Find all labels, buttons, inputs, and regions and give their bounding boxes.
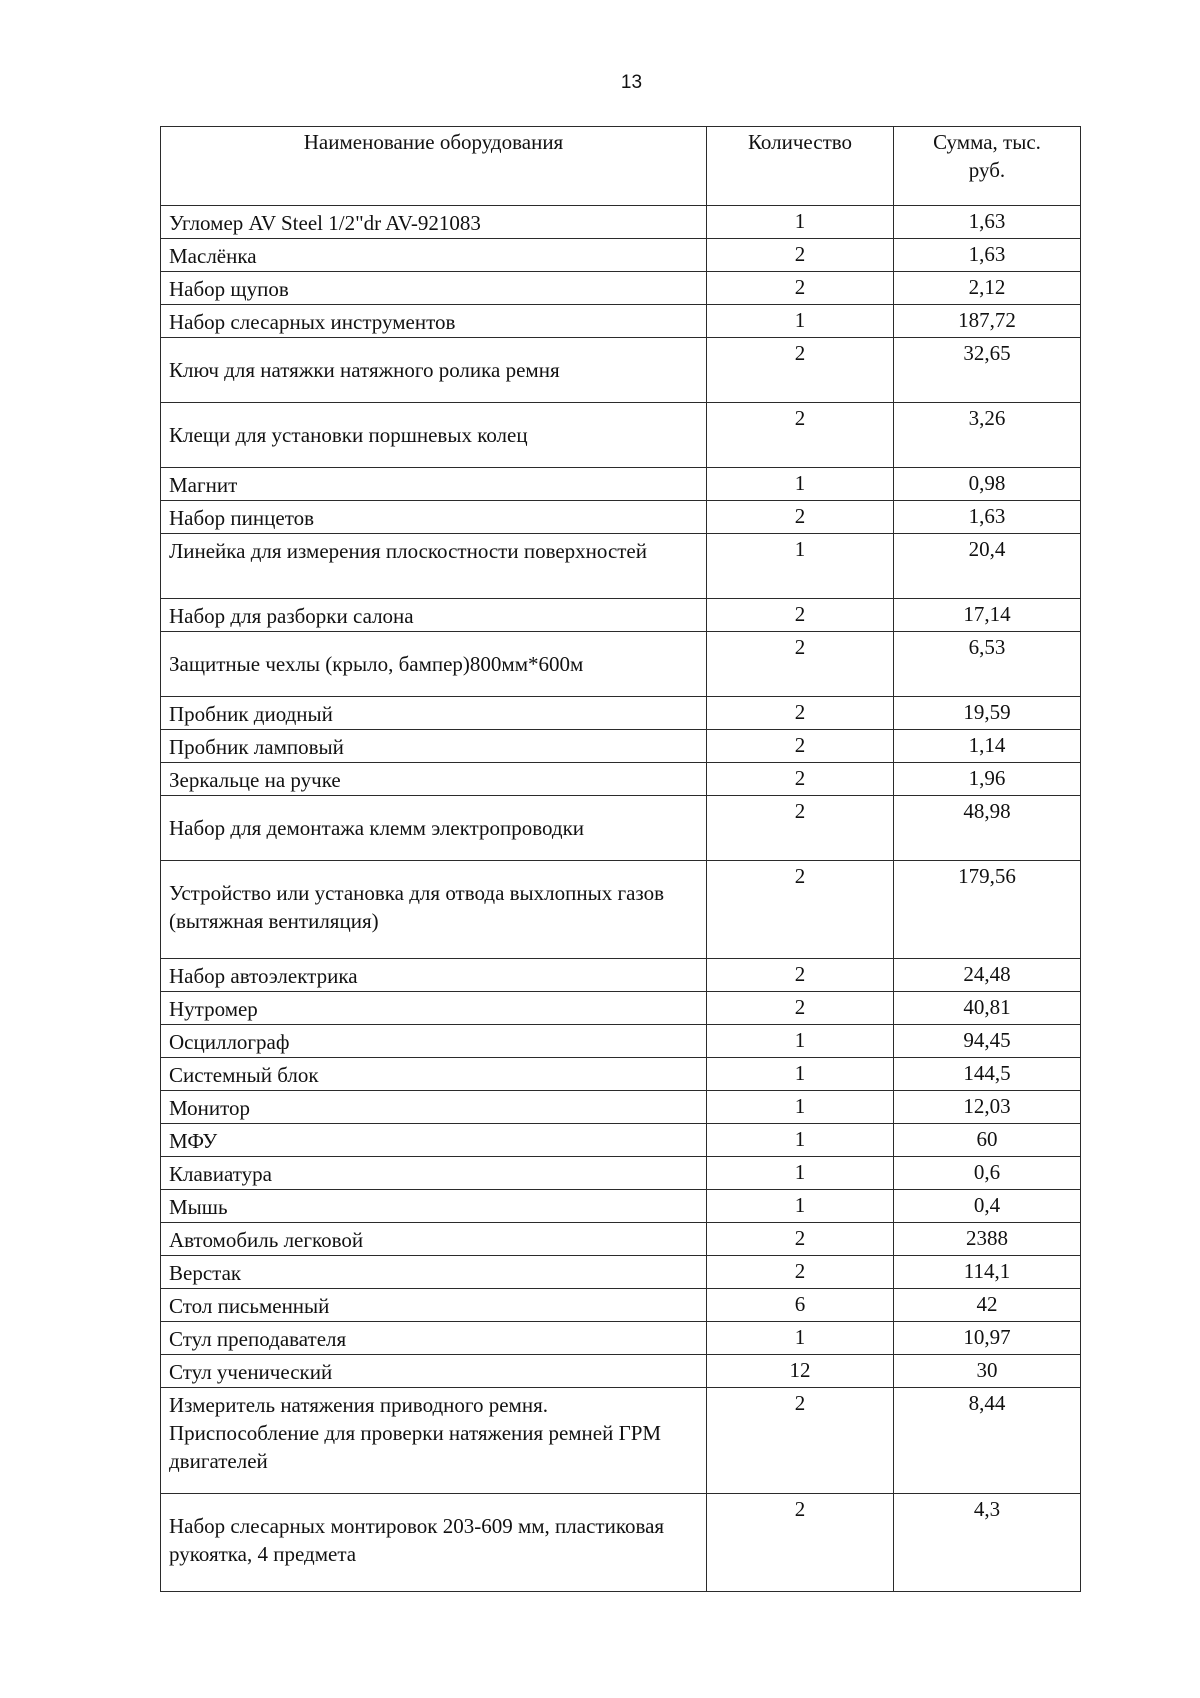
item-sum: 17,14 <box>894 599 1081 632</box>
item-quantity: 1 <box>707 1091 894 1124</box>
item-sum: 0,6 <box>894 1157 1081 1190</box>
table-row <box>161 1124 1081 1157</box>
item-quantity: 2 <box>707 1494 894 1592</box>
item-name: Угломер AV Steel 1/2"dr AV-921083 <box>161 206 707 239</box>
item-name: Стол письменный <box>161 1289 707 1322</box>
item-quantity: 2 <box>707 239 894 272</box>
item-quantity: 2 <box>707 861 894 959</box>
item-sum: 1,63 <box>894 239 1081 272</box>
table-row <box>161 1058 1081 1091</box>
item-name: Системный блок <box>161 1058 707 1091</box>
item-name: Набор автоэлектрика <box>161 959 707 992</box>
table-row <box>161 1190 1081 1223</box>
table-row <box>161 1157 1081 1190</box>
item-sum: 179,56 <box>894 861 1081 959</box>
table-row <box>161 1322 1081 1355</box>
item-sum: 1,63 <box>894 501 1081 534</box>
equipment-table <box>160 126 1081 1592</box>
table-row <box>161 599 1081 632</box>
item-name: Ключ для натяжки натяжного ролика ремня <box>161 338 707 403</box>
item-sum: 94,45 <box>894 1025 1081 1058</box>
item-quantity: 1 <box>707 1322 894 1355</box>
item-name: Стул ученический <box>161 1355 707 1388</box>
item-quantity: 2 <box>707 992 894 1025</box>
item-sum: 40,81 <box>894 992 1081 1025</box>
item-name: МФУ <box>161 1124 707 1157</box>
item-name: Набор пинцетов <box>161 501 707 534</box>
table-row <box>161 1223 1081 1256</box>
item-name: Клещи для установки поршневых колец <box>161 403 707 468</box>
item-sum: 1,63 <box>894 206 1081 239</box>
item-quantity: 2 <box>707 1223 894 1256</box>
item-sum: 114,1 <box>894 1256 1081 1289</box>
table-row <box>161 305 1081 338</box>
item-sum: 0,4 <box>894 1190 1081 1223</box>
item-quantity: 2 <box>707 1256 894 1289</box>
item-sum: 0,98 <box>894 468 1081 501</box>
table-row <box>161 730 1081 763</box>
table-row <box>161 468 1081 501</box>
table-row <box>161 1289 1081 1322</box>
item-name: Пробник ламповый <box>161 730 707 763</box>
table-row <box>161 272 1081 305</box>
item-quantity: 2 <box>707 599 894 632</box>
item-sum: 3,26 <box>894 403 1081 468</box>
item-name: Набор щупов <box>161 272 707 305</box>
table-row <box>161 1494 1081 1592</box>
item-name: Мышь <box>161 1190 707 1223</box>
item-quantity: 2 <box>707 1388 894 1494</box>
item-quantity: 1 <box>707 1025 894 1058</box>
item-quantity: 2 <box>707 697 894 730</box>
table-row <box>161 206 1081 239</box>
table-row <box>161 501 1081 534</box>
item-sum: 6,53 <box>894 632 1081 697</box>
header-sum-label: Сумма, тыс. руб. <box>933 130 1041 182</box>
item-quantity: 1 <box>707 468 894 501</box>
item-name: Клавиатура <box>161 1157 707 1190</box>
item-name: Набор слесарных инструментов <box>161 305 707 338</box>
item-sum: 32,65 <box>894 338 1081 403</box>
item-name: Пробник диодный <box>161 697 707 730</box>
item-name: Защитные чехлы (крыло, бампер)800мм*600м <box>161 632 707 697</box>
item-sum: 48,98 <box>894 796 1081 861</box>
item-sum: 10,97 <box>894 1322 1081 1355</box>
table-row <box>161 959 1081 992</box>
header-quantity: Количество <box>707 127 894 206</box>
table-row <box>161 534 1081 599</box>
item-name: Набор слесарных монтировок 203-609 мм, пластиковая рукоятка, 4 предмета <box>161 1494 707 1592</box>
table-row <box>161 1388 1081 1494</box>
item-quantity: 2 <box>707 730 894 763</box>
item-sum: 12,03 <box>894 1091 1081 1124</box>
item-name: Маслёнка <box>161 239 707 272</box>
table-row <box>161 403 1081 468</box>
table-row <box>161 239 1081 272</box>
item-name: Монитор <box>161 1091 707 1124</box>
table-row <box>161 338 1081 403</box>
item-sum: 144,5 <box>894 1058 1081 1091</box>
item-quantity: 2 <box>707 272 894 305</box>
table-row <box>161 861 1081 959</box>
item-name: Линейка для измерения плоскостности поверхностей <box>161 534 707 599</box>
item-quantity: 2 <box>707 763 894 796</box>
item-sum: 42 <box>894 1289 1081 1322</box>
table-row <box>161 632 1081 697</box>
item-sum: 20,4 <box>894 534 1081 599</box>
item-sum: 1,96 <box>894 763 1081 796</box>
item-sum: 19,59 <box>894 697 1081 730</box>
item-sum: 2388 <box>894 1223 1081 1256</box>
item-quantity: 6 <box>707 1289 894 1322</box>
item-name: Автомобиль легковой <box>161 1223 707 1256</box>
item-name: Осциллограф <box>161 1025 707 1058</box>
item-name: Магнит <box>161 468 707 501</box>
item-name: Верстак <box>161 1256 707 1289</box>
item-sum: 60 <box>894 1124 1081 1157</box>
table-body <box>161 206 1081 1592</box>
header-sum <box>894 127 1081 206</box>
item-quantity: 2 <box>707 338 894 403</box>
table-row <box>161 992 1081 1025</box>
item-quantity: 2 <box>707 403 894 468</box>
table-row <box>161 1355 1081 1388</box>
item-sum: 4,3 <box>894 1494 1081 1592</box>
item-sum: 1,14 <box>894 730 1081 763</box>
item-name: Набор для разборки салона <box>161 599 707 632</box>
item-sum: 2,12 <box>894 272 1081 305</box>
item-quantity: 1 <box>707 206 894 239</box>
table-row <box>161 1256 1081 1289</box>
item-quantity: 1 <box>707 534 894 599</box>
item-quantity: 1 <box>707 1190 894 1223</box>
item-quantity: 1 <box>707 1124 894 1157</box>
item-quantity: 2 <box>707 959 894 992</box>
table-row <box>161 1091 1081 1124</box>
item-sum: 30 <box>894 1355 1081 1388</box>
table-row <box>161 697 1081 730</box>
item-name: Измеритель натяжения приводного ремня. Приспособление для проверки натяжения ремней ГРМ двигателей <box>161 1388 707 1494</box>
item-quantity: 1 <box>707 1157 894 1190</box>
item-quantity: 1 <box>707 1058 894 1091</box>
item-quantity: 2 <box>707 501 894 534</box>
table-row <box>161 1025 1081 1058</box>
header-name: Наименование оборудования <box>161 127 707 206</box>
item-sum: 187,72 <box>894 305 1081 338</box>
page-number: 13 <box>620 72 643 93</box>
item-name: Набор для демонтажа клемм электропроводки <box>161 796 707 861</box>
item-name: Стул преподавателя <box>161 1322 707 1355</box>
item-quantity: 12 <box>707 1355 894 1388</box>
item-quantity: 2 <box>707 796 894 861</box>
table-row <box>161 763 1081 796</box>
table-header-row <box>161 127 1081 206</box>
item-name: Зеркальце на ручке <box>161 763 707 796</box>
item-quantity: 1 <box>707 305 894 338</box>
item-quantity: 2 <box>707 632 894 697</box>
table-row <box>161 796 1081 861</box>
item-name: Нутромер <box>161 992 707 1025</box>
item-name: Устройство или установка для отвода выхлопных газов (вытяжная вентиляция) <box>161 861 707 959</box>
item-sum: 24,48 <box>894 959 1081 992</box>
item-sum: 8,44 <box>894 1388 1081 1494</box>
